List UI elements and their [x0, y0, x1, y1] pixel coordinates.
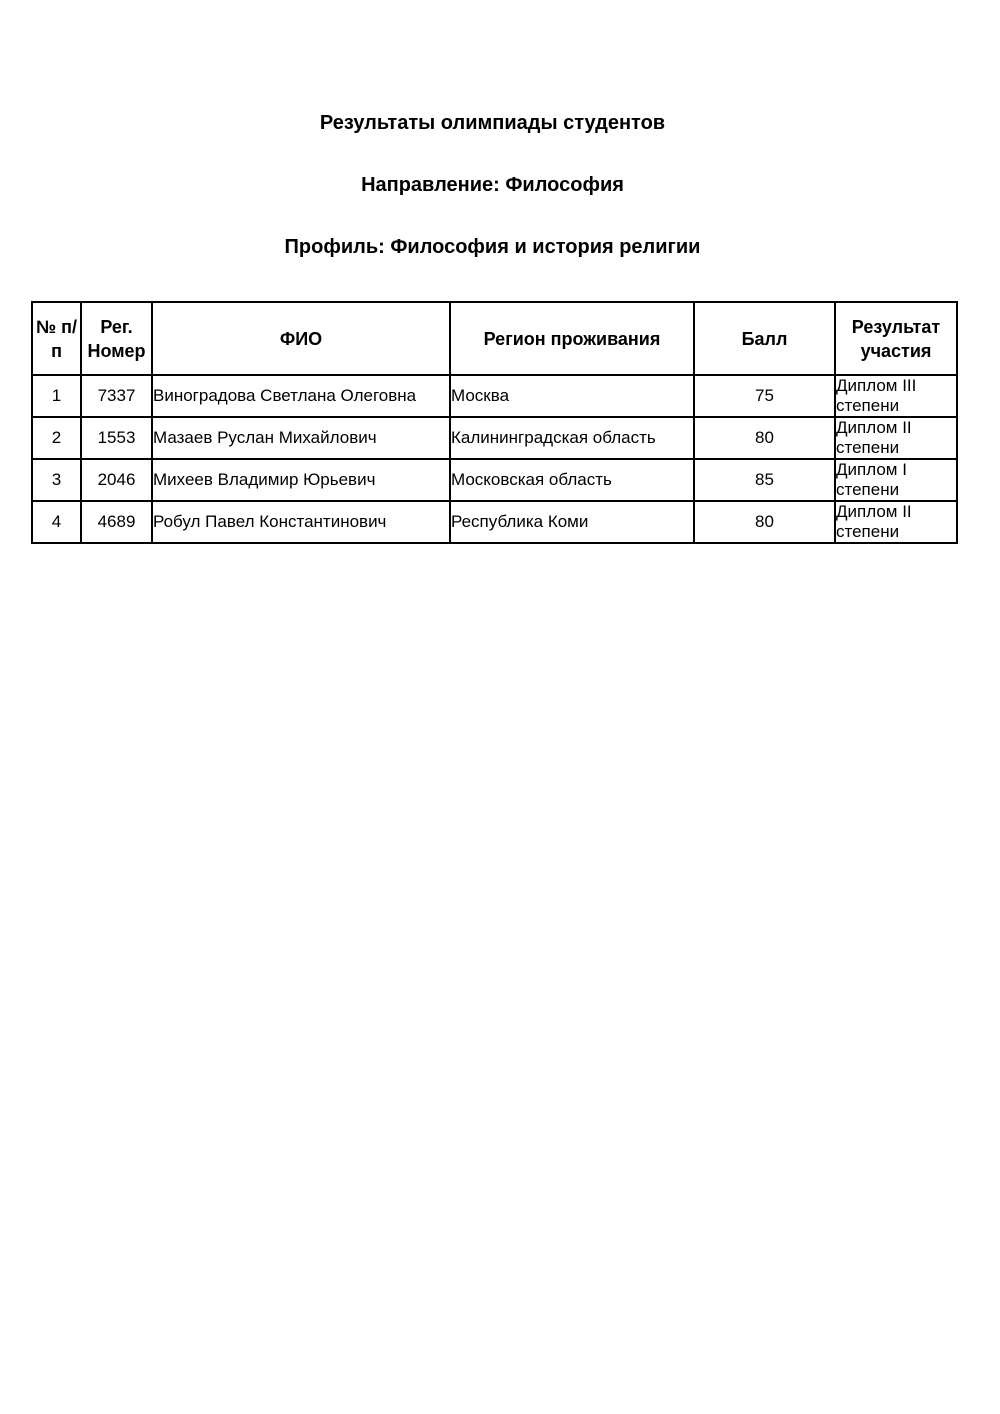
- cell-score: 75: [694, 375, 835, 417]
- table-row: [32, 459, 957, 501]
- profile-heading: Профиль: Философия и история религии: [284, 236, 701, 258]
- cell-result: Диплом I степени: [835, 459, 957, 501]
- cell-region: Московская область: [450, 459, 694, 501]
- cell-full-name: Михеев Владимир Юрьевич: [152, 459, 450, 501]
- cell-score: 80: [694, 417, 835, 459]
- direction-heading: Направление: Философия: [361, 174, 624, 196]
- cell-score: 80: [694, 501, 835, 543]
- table-row: [32, 375, 957, 417]
- cell-score: 85: [694, 459, 835, 501]
- document-title: Результаты олимпиады студентов: [319, 112, 666, 134]
- cell-full-name: Виноградова Светлана Олеговна: [152, 375, 450, 417]
- cell-result: Диплом II степени: [835, 501, 957, 543]
- cell-full-name: Робул Павел Константинович: [152, 501, 450, 543]
- cell-reg-number: 7337: [81, 375, 152, 417]
- cell-region: Москва: [450, 375, 694, 417]
- table-row: [32, 417, 957, 459]
- cell-full-name: Мазаев Руслан Михайлович: [152, 417, 450, 459]
- cell-region: Калининградская область: [450, 417, 694, 459]
- header-reg-number: Рег. Номер: [81, 302, 152, 375]
- header-num: № п/п: [32, 302, 81, 375]
- cell-result: Диплом III степени: [835, 375, 957, 417]
- header-score: Балл: [694, 302, 835, 375]
- cell-region: Республика Коми: [450, 501, 694, 543]
- table-header-row: [32, 302, 957, 375]
- cell-num: 1: [32, 375, 81, 417]
- cell-reg-number: 4689: [81, 501, 152, 543]
- cell-reg-number: 1553: [81, 417, 152, 459]
- header-result: Результат участия: [835, 302, 957, 375]
- table-row: [32, 501, 957, 543]
- cell-num: 4: [32, 501, 81, 543]
- header-full-name: ФИО: [152, 302, 450, 375]
- header-region: Регион проживания: [450, 302, 694, 375]
- cell-num: 3: [32, 459, 81, 501]
- cell-num: 2: [32, 417, 81, 459]
- results-table: [31, 301, 958, 544]
- cell-reg-number: 2046: [81, 459, 152, 501]
- cell-result: Диплом II степени: [835, 417, 957, 459]
